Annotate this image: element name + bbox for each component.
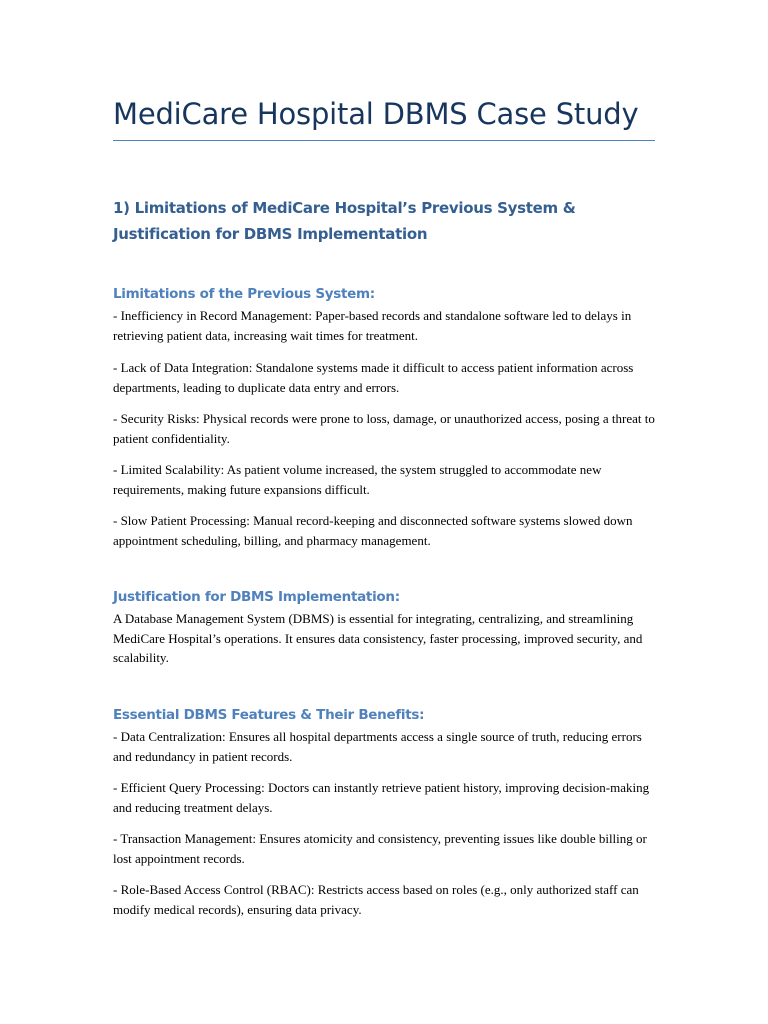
- limitations-heading: Limitations of the Previous System:: [113, 286, 375, 302]
- limitation-item: - Lack of Data Integration: Standalone systems made it difficult to access patient information across departments, leading to duplicate data entry and errors.: [113, 360, 634, 395]
- limitation-item: - Limited Scalability: As patient volume increased, the system struggled to accommodate new requirements, making future expansions difficult.: [113, 462, 602, 497]
- document-title: MediCare Hospital DBMS Case Study: [113, 97, 639, 131]
- justification-heading: Justification for DBMS Implementation:: [113, 589, 400, 605]
- feature-item: - Efficient Query Processing: Doctors can instantly retrieve patient history, improving decision-making and reducing treatment delays.: [113, 780, 650, 815]
- title-underline: [113, 140, 655, 141]
- feature-item: - Role-Based Access Control (RBAC): Restricts access based on roles (e.g., only authorized staff can modify medical records), ensuring data privacy.: [113, 882, 639, 917]
- limitation-item: - Slow Patient Processing: Manual record-keeping and disconnected software systems slowed down appointment scheduling, billing, and pharmacy management.: [113, 513, 633, 548]
- feature-item: - Transaction Management: Ensures atomicity and consistency, preventing issues like double billing or lost appointment records.: [113, 831, 647, 866]
- limitation-item: - Security Risks: Physical records were prone to loss, damage, or unauthorized access, posing a threat to patient confidentiality.: [113, 411, 655, 446]
- section-1-heading: 1) Limitations of MediCare Hospital’s Previous System & Justification for DBMS Implementation: [113, 199, 576, 243]
- feature-item: - Data Centralization: Ensures all hospital departments access a single source of truth, reducing errors and redundancy in patient records.: [113, 729, 642, 764]
- features-heading: Essential DBMS Features & Their Benefits:: [113, 707, 425, 723]
- justification-text: A Database Management System (DBMS) is essential for integrating, centralizing, and streamlining MediCare Hospital’s operations. It ensures data consistency, faster processing, improved security, and scalability.: [113, 611, 643, 665]
- limitation-item: - Inefficiency in Record Management: Paper-based records and standalone software led to delays in retrieving patient data, increasing wait times for treatment.: [113, 308, 632, 343]
